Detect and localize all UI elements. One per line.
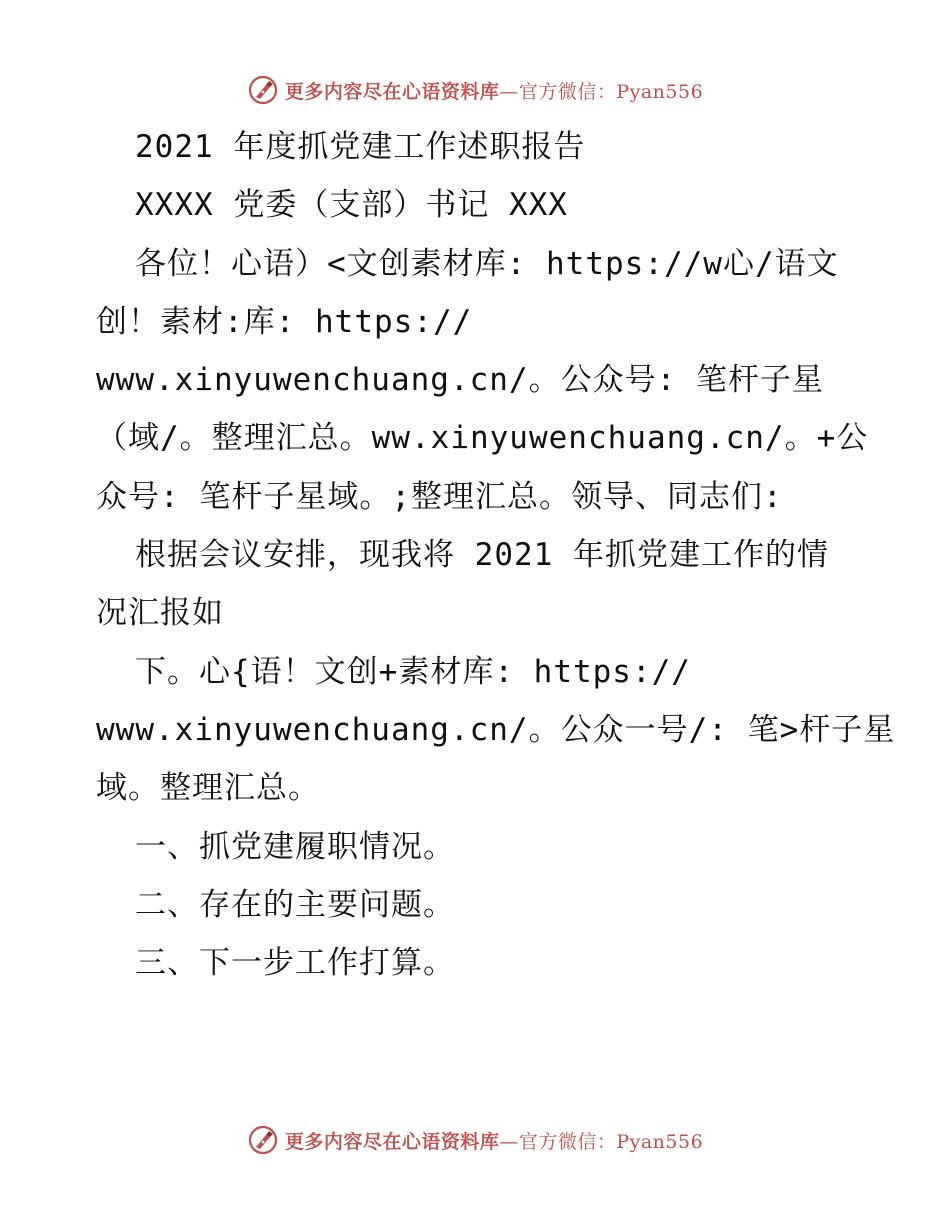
pen-nib-logo-icon bbox=[247, 1124, 279, 1156]
paragraph-line: 创！素材:库: https:// bbox=[96, 303, 473, 340]
paragraph-line: 众号: 笔杆子星域。;整理汇总。领导、同志们: bbox=[96, 478, 783, 515]
paragraph-line: 域。整理汇总。 bbox=[96, 770, 320, 807]
banner-dash: — bbox=[499, 80, 519, 103]
header-banner-content bbox=[247, 74, 703, 106]
header-banner bbox=[0, 73, 950, 107]
footer-banner-content bbox=[247, 1124, 703, 1156]
section-heading-2: 二、存在的主要问题。 bbox=[135, 886, 455, 923]
document-title: 2021 年度抓党建工作述职报告 bbox=[135, 129, 586, 165]
paragraph-line: 下。心{语！文创+素材库: https:// bbox=[135, 653, 691, 690]
header-banner-text bbox=[285, 77, 703, 104]
pen-nib-logo-icon bbox=[247, 74, 279, 106]
banner-wechat: 官方微信：Pyan556 bbox=[518, 1130, 704, 1153]
banner-wechat: 官方微信：Pyan556 bbox=[518, 80, 704, 103]
paragraph-line: （域/。整理汇总。ww.xinyuwenchuang.cn/。+公 bbox=[96, 420, 869, 457]
paragraph-line: 况汇报如 bbox=[96, 595, 224, 632]
document-author: XXXX 党委（支部）书记 XXX bbox=[135, 187, 568, 224]
banner-site-name: 更多内容尽在心语资料库 bbox=[284, 1130, 500, 1153]
paragraph-line: 根据会议安排，现我将 2021 年抓党建工作的情 bbox=[135, 537, 829, 574]
footer-banner bbox=[0, 1123, 950, 1157]
paragraph-line: www.xinyuwenchuang.cn/。公众号: 笔杆子星 bbox=[96, 362, 824, 399]
paragraph-line: 各位！心语）<文创素材库: https://w心/语文 bbox=[135, 245, 839, 282]
paragraph-line: www.xinyuwenchuang.cn/。公众一号/: 笔>杆子星 bbox=[96, 711, 896, 748]
section-heading-1: 一、抓党建履职情况。 bbox=[135, 828, 455, 865]
section-heading-3: 三、下一步工作打算。 bbox=[135, 945, 455, 982]
banner-dash: — bbox=[499, 1130, 519, 1153]
document-body bbox=[96, 118, 896, 992]
footer-banner-text bbox=[285, 1127, 703, 1154]
banner-site-name: 更多内容尽在心语资料库 bbox=[284, 80, 500, 103]
